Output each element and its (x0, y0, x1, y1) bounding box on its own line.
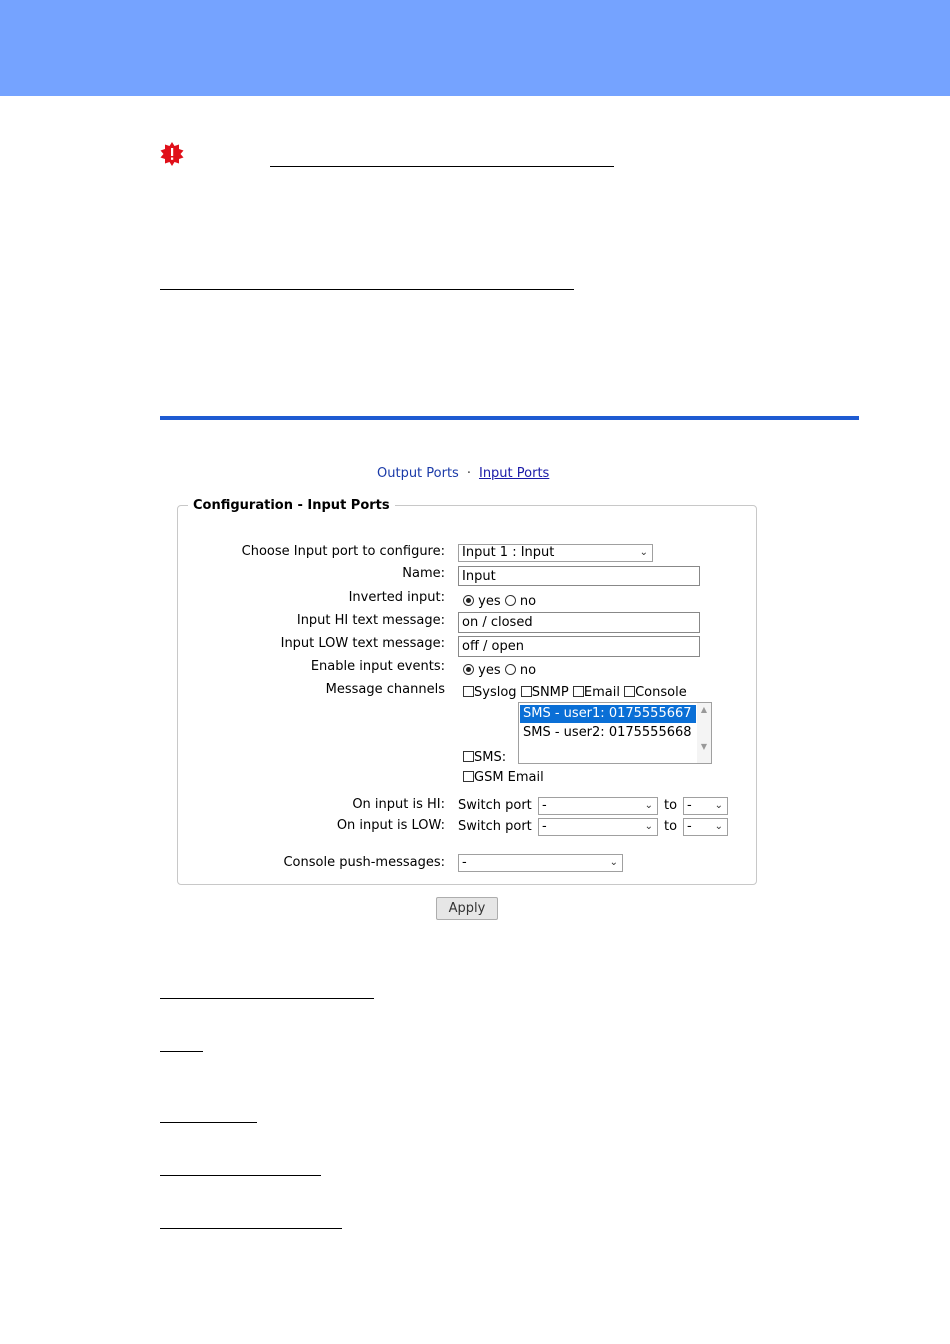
gsm-email-checkbox[interactable] (463, 771, 474, 782)
apply-button[interactable]: Apply (436, 897, 498, 920)
input-ports-link[interactable]: Input Ports (478, 466, 550, 481)
inverted-yes-label: yes (478, 594, 501, 609)
gsm-email-option (463, 770, 544, 785)
port-navigation (377, 466, 549, 481)
sms-list-item[interactable]: SMS - user1: 0175555667 (520, 705, 696, 723)
inverted-radio-group (463, 594, 536, 609)
chevron-down-icon: ⌄ (644, 821, 653, 832)
console-push-select[interactable] (458, 854, 623, 872)
sms-list-item[interactable]: SMS - user2: 0175555668 (523, 725, 692, 740)
console-label: Console (635, 685, 687, 700)
section-divider (160, 416, 859, 420)
low-text-label: Input LOW text message: (280, 636, 445, 651)
on-low-label: On input is LOW: (336, 818, 445, 833)
name-label: Name: (402, 566, 445, 581)
output-ports-link[interactable]: Output Ports (377, 466, 459, 481)
choose-port-value: Input 1 : Input (462, 545, 555, 560)
chevron-down-icon: ⌄ (609, 857, 618, 868)
heading-underline-5 (160, 1122, 257, 1123)
hi-text-label: Input HI text message: (296, 613, 445, 628)
channels-label: Message channels (325, 682, 445, 697)
on-hi-state-select[interactable] (683, 797, 728, 815)
on-hi-label: On input is HI: (352, 797, 445, 812)
on-hi-to-text: to (664, 798, 678, 813)
console-push-label: Console push-messages: (283, 855, 445, 870)
console-checkbox[interactable] (624, 686, 635, 697)
on-low-switch-text: Switch port (458, 819, 532, 834)
on-hi-state-value: - (687, 798, 692, 813)
enable-events-label: Enable input events: (310, 659, 445, 674)
heading-underline-2 (160, 289, 574, 290)
inverted-no-radio[interactable] (505, 595, 516, 606)
heading-underline-1 (270, 166, 614, 167)
enable-events-yes-label: yes (478, 663, 501, 678)
heading-underline-6 (160, 1175, 321, 1176)
console-push-value: - (462, 855, 467, 870)
inverted-yes-radio[interactable] (463, 595, 474, 606)
choose-port-label: Choose Input port to configure: (241, 544, 445, 559)
choose-port-select[interactable] (458, 544, 653, 562)
nav-separator: · (466, 466, 471, 481)
inverted-no-label: no (519, 594, 537, 609)
on-low-state-select[interactable] (683, 818, 728, 836)
sms-recipient-list[interactable] (518, 702, 712, 764)
config-legend: Configuration - Input Ports (193, 498, 390, 513)
sms-checkbox[interactable] (463, 751, 474, 762)
on-low-port-select[interactable] (538, 818, 658, 836)
channels-checkbox-group (463, 685, 687, 700)
enable-events-yes-radio[interactable] (463, 664, 474, 675)
chevron-down-icon: ⌄ (714, 800, 723, 811)
hi-text-input[interactable]: on / closed (458, 612, 700, 633)
email-label: Email (583, 685, 620, 700)
chevron-down-icon: ⌄ (644, 800, 653, 811)
on-hi-port-value: - (542, 798, 547, 813)
on-low-port-value: - (542, 819, 547, 834)
name-input[interactable]: Input (458, 566, 700, 586)
email-checkbox[interactable] (573, 686, 584, 697)
heading-underline-7 (160, 1228, 342, 1229)
enable-events-radio-group (463, 663, 536, 678)
snmp-checkbox[interactable] (521, 686, 532, 697)
syslog-label: Syslog (474, 685, 517, 700)
sms-option (463, 750, 506, 765)
chevron-down-icon: ⌄ (714, 821, 723, 832)
enable-events-no-label: no (519, 663, 537, 678)
chevron-down-icon: ⌄ (639, 547, 648, 558)
gsm-email-label: GSM Email (474, 770, 544, 785)
on-low-to-text: to (664, 819, 678, 834)
low-text-input[interactable]: off / open (458, 636, 700, 657)
on-hi-port-select[interactable] (538, 797, 658, 815)
top-banner (0, 0, 950, 96)
heading-underline-3 (160, 998, 374, 999)
warning-burst-icon (160, 142, 184, 166)
enable-events-no-radio[interactable] (505, 664, 516, 675)
syslog-checkbox[interactable] (463, 686, 474, 697)
list-scrollbar[interactable]: ▲ ▼ (697, 703, 711, 763)
snmp-label: SNMP (531, 685, 569, 700)
on-low-state-value: - (687, 819, 692, 834)
heading-underline-4 (160, 1051, 203, 1052)
sms-label: SMS: (474, 750, 507, 765)
inverted-label: Inverted input: (348, 590, 445, 605)
on-hi-switch-text: Switch port (458, 798, 532, 813)
